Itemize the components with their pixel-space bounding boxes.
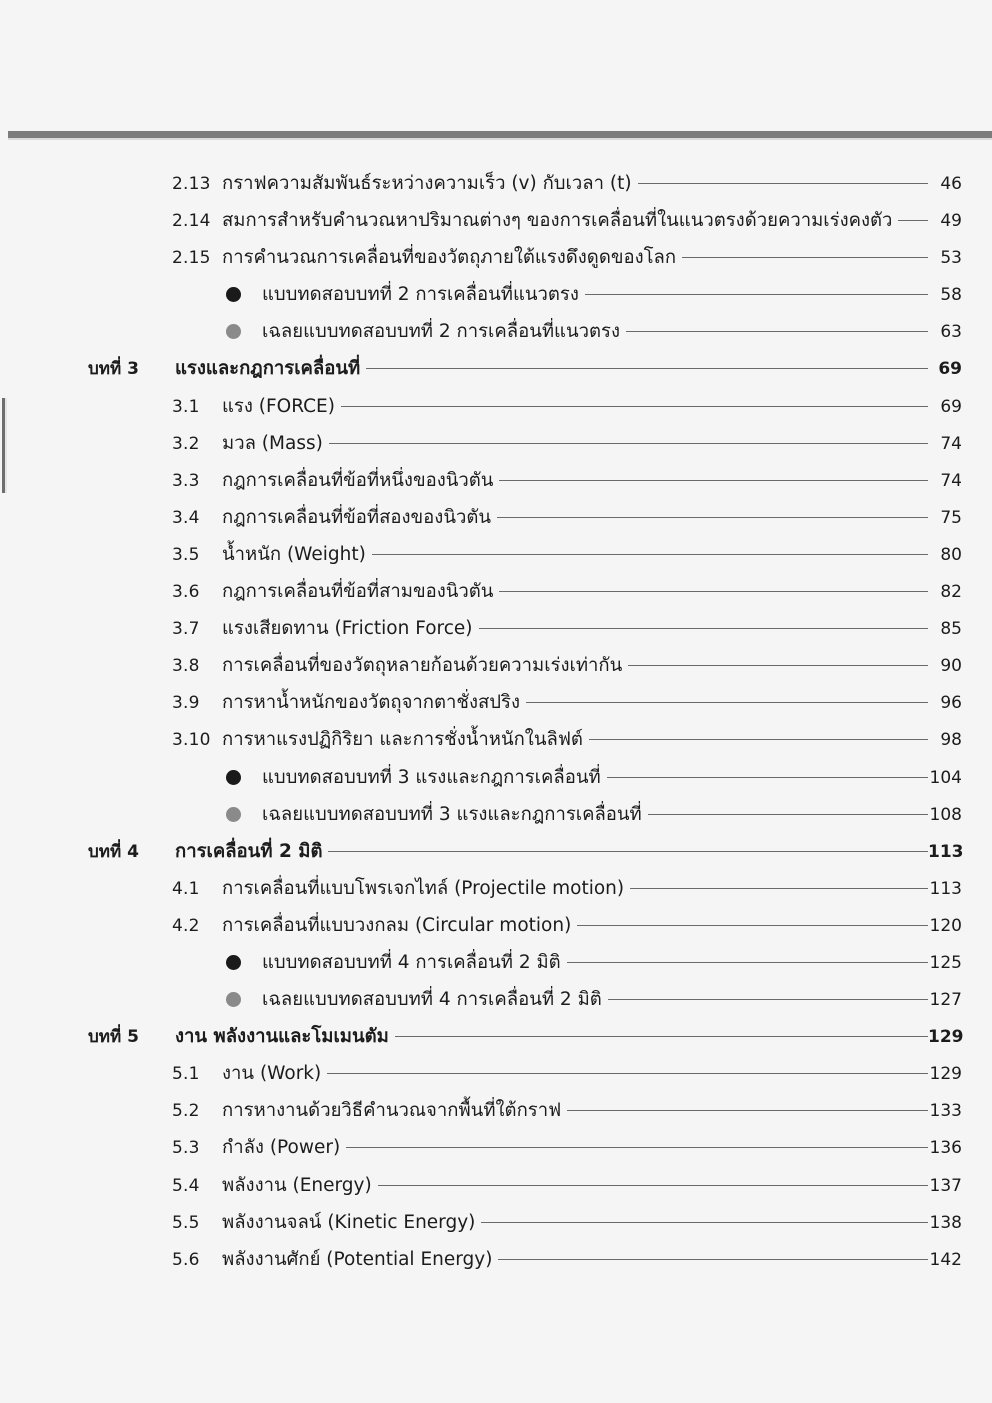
- toc-entry: [262, 951, 928, 974]
- toc-leader-line: [372, 554, 928, 555]
- toc-leader-line: [585, 294, 928, 295]
- section-number: 3.6: [172, 582, 200, 603]
- toc-leader-line: [898, 220, 928, 221]
- toc-leader-line: [577, 925, 928, 926]
- toc-entry: [222, 914, 928, 937]
- toc-leader-line: [567, 1110, 928, 1111]
- toc-row[interactable]: [0, 716, 992, 753]
- toc-entry: [222, 395, 928, 418]
- toc-entry-title: แบบทดสอบบทที่ 4 การเคลื่อนที่ 2 มิติ: [262, 951, 561, 973]
- toc-row[interactable]: [0, 494, 992, 531]
- toc-entry-title: แรง (FORCE): [222, 395, 335, 417]
- toc-entry-title: พลังงาน (Energy): [222, 1174, 372, 1196]
- bullet-filled-icon: [226, 287, 241, 302]
- toc-entry: [222, 172, 928, 195]
- section-number: 2.15: [172, 248, 211, 269]
- toc-row[interactable]: [0, 828, 992, 865]
- toc-leader-line: [328, 851, 928, 852]
- toc-entry-title: แบบทดสอบบทที่ 3 แรงและกฎการเคลื่อนที่: [262, 766, 601, 788]
- toc-leader-line: [607, 777, 928, 778]
- toc-entry: [222, 1174, 928, 1197]
- toc-entry-title: แบบทดสอบบทที่ 2 การเคลื่อนที่แนวตรง: [262, 284, 579, 306]
- toc-page-number: 108: [929, 804, 962, 825]
- toc-row[interactable]: [0, 1050, 992, 1087]
- toc-entry: [222, 1099, 928, 1122]
- toc-leader-line: [481, 1222, 928, 1223]
- bullet-gray-icon: [226, 992, 241, 1007]
- toc-entry: [222, 209, 928, 232]
- toc-row[interactable]: [0, 1013, 992, 1050]
- chapter-label: บทที่ 4: [88, 841, 139, 862]
- toc-entry-title: พลังงานจลน์ (Kinetic Energy): [222, 1211, 476, 1233]
- toc-leader-line: [608, 999, 928, 1000]
- section-number: 4.2: [172, 915, 200, 936]
- section-number: 3.1: [172, 396, 200, 417]
- toc-row[interactable]: [0, 1087, 992, 1124]
- toc-entry-title: การเคลื่อนที่แบบวงกลม (Circular motion): [222, 914, 572, 936]
- toc-page-number: 125: [929, 952, 962, 973]
- toc-entry-title: การเคลื่อนที่แบบโพรเจกไทล์ (Projectile motion): [222, 877, 625, 899]
- toc-entry: [175, 840, 928, 863]
- toc-leader-line: [682, 257, 928, 258]
- toc-row[interactable]: [0, 1199, 992, 1236]
- toc-entry: [222, 654, 928, 677]
- toc-leader-line: [499, 591, 928, 592]
- toc-leader-line: [346, 1147, 928, 1148]
- toc-page-number: 53: [940, 248, 962, 269]
- toc-page-number: 90: [940, 656, 962, 677]
- toc-row[interactable]: [0, 976, 992, 1013]
- section-number: 3.2: [172, 433, 200, 454]
- toc-page-number: 127: [929, 990, 962, 1011]
- toc-entry: [222, 469, 928, 492]
- toc-row[interactable]: [0, 754, 992, 791]
- toc-leader-line: [366, 368, 928, 369]
- toc-entry: [175, 1025, 928, 1048]
- toc-entry-title: แรงเสียดทาน (Friction Force): [222, 618, 473, 640]
- toc-page-number: 137: [929, 1175, 962, 1196]
- toc-leader-line: [526, 702, 928, 703]
- toc-row[interactable]: [0, 457, 992, 494]
- toc-page-number: 113: [929, 878, 962, 899]
- toc-entry-title: กฎการเคลื่อนที่ข้อที่สองของนิวตัน: [222, 506, 492, 528]
- toc-row[interactable]: [0, 939, 992, 976]
- toc-page-number: 85: [940, 619, 962, 640]
- toc-page-number: 120: [929, 915, 962, 936]
- toc-row[interactable]: [0, 1236, 992, 1273]
- toc-entry: [222, 1062, 928, 1085]
- toc-entry-title: กฎการเคลื่อนที่ข้อที่หนึ่งของนิวตัน: [222, 469, 494, 491]
- toc-leader-line: [378, 1185, 928, 1186]
- toc-entry: [222, 580, 928, 603]
- section-number: 5.6: [172, 1249, 200, 1270]
- toc-entry-title: งาน พลังงานและโมเมนตัม: [175, 1026, 389, 1048]
- toc-leader-line: [648, 814, 928, 815]
- toc-page-number: 75: [940, 507, 962, 528]
- toc-entry-title: การคำนวณการเคลื่อนที่ของวัตถุภายใต้แรงดึงดูดของโลก: [222, 247, 677, 269]
- toc-page-number: 129: [928, 1027, 964, 1048]
- toc-page-number: 63: [940, 322, 962, 343]
- toc-entry-title: เฉลยแบบทดสอบบทที่ 4 การเคลื่อนที่ 2 มิติ: [262, 989, 602, 1011]
- toc-entry-title: น้ำหนัก (Weight): [222, 543, 366, 565]
- section-number: 3.7: [172, 619, 200, 640]
- toc-entry: [175, 357, 928, 380]
- toc-entry: [222, 1248, 928, 1271]
- toc-row[interactable]: [0, 1124, 992, 1161]
- toc-page-number: 136: [929, 1138, 962, 1159]
- toc-row[interactable]: [0, 1162, 992, 1199]
- toc-leader-line: [638, 183, 928, 184]
- toc-entry: [262, 766, 928, 789]
- section-number: 5.3: [172, 1138, 200, 1159]
- toc-entry-title: การเคลื่อนที่ของวัตถุหลายก้อนด้วยความเร่งเท่ากัน: [222, 655, 623, 677]
- toc-page-number: 96: [940, 693, 962, 714]
- toc-page-number: 104: [929, 767, 962, 788]
- toc-row[interactable]: [0, 865, 992, 902]
- toc-row[interactable]: [0, 531, 992, 568]
- section-number: 5.2: [172, 1101, 200, 1122]
- toc-page-number: 69: [938, 359, 962, 380]
- toc-entry-title: กฎการเคลื่อนที่ข้อที่สามของนิวตัน: [222, 581, 494, 603]
- section-number: 3.8: [172, 656, 200, 677]
- section-number: 4.1: [172, 878, 200, 899]
- chapter-label: บทที่ 3: [88, 359, 139, 380]
- toc-entry-title: เฉลยแบบทดสอบบทที่ 2 การเคลื่อนที่แนวตรง: [262, 321, 620, 343]
- toc-entry: [262, 988, 928, 1011]
- section-number: 5.1: [172, 1064, 200, 1085]
- toc-page-number: 113: [928, 841, 964, 862]
- toc-entry-title: กำลัง (Power): [222, 1137, 341, 1159]
- toc-leader-line: [628, 665, 928, 666]
- section-number: 3.5: [172, 544, 200, 565]
- toc-entry-title: งาน (Work): [222, 1063, 322, 1085]
- bullet-gray-icon: [226, 807, 241, 822]
- toc-entry: [222, 432, 928, 455]
- toc-entry: [222, 728, 928, 751]
- toc-leader-line: [341, 406, 928, 407]
- toc-row[interactable]: [0, 605, 992, 642]
- toc-row[interactable]: [0, 271, 992, 308]
- toc-row[interactable]: [0, 234, 992, 271]
- toc-entry-title: การเคลื่อนที่ 2 มิติ: [175, 840, 323, 862]
- toc-row[interactable]: [0, 791, 992, 828]
- toc-page-number: 46: [940, 174, 962, 194]
- toc-entry: [222, 1211, 928, 1234]
- section-number: 3.9: [172, 693, 200, 714]
- toc-entry: [222, 691, 928, 714]
- toc-row[interactable]: [0, 679, 992, 716]
- toc-entry-title: การหาแรงปฏิกิริยา และการชั่งน้ำหนักในลิฟต์: [222, 729, 583, 751]
- toc-page-number: 142: [929, 1249, 962, 1270]
- toc-page-number: 129: [929, 1064, 962, 1085]
- page-header-rule-shadow: [8, 138, 992, 140]
- toc-page-number: 133: [929, 1101, 962, 1122]
- toc-entry: [222, 1136, 928, 1159]
- bullet-filled-icon: [226, 770, 241, 785]
- section-number: 2.13: [172, 174, 211, 194]
- toc-entry: [222, 506, 928, 529]
- toc-leader-line: [499, 480, 928, 481]
- toc-page-number: 74: [940, 470, 962, 491]
- toc-row[interactable]: [0, 308, 992, 345]
- toc-row[interactable]: [0, 160, 992, 197]
- toc-page-number: 74: [940, 433, 962, 454]
- section-number: 5.5: [172, 1212, 200, 1233]
- toc-leader-line: [498, 1259, 928, 1260]
- toc-entry-title: พลังงานศักย์ (Potential Energy): [222, 1248, 493, 1270]
- toc-entry-title: แรงและกฎการเคลื่อนที่: [175, 358, 361, 380]
- toc-entry: [222, 246, 928, 269]
- toc-entry-title: กราฟความสัมพันธ์ระหว่างความเร็ว (v) กับเวลา (t): [222, 173, 632, 194]
- toc-page-number: 98: [940, 730, 962, 751]
- toc-row[interactable]: [0, 642, 992, 679]
- bullet-filled-icon: [226, 955, 241, 970]
- toc-entry-title: มวล (Mass): [222, 432, 323, 454]
- toc-page-number: 82: [940, 582, 962, 603]
- toc-entry-title: การหาน้ำหนักของวัตถุจากตาชั่งสปริง: [222, 692, 521, 714]
- toc-leader-line: [329, 443, 928, 444]
- toc-row[interactable]: [0, 902, 992, 939]
- toc-leader-line: [589, 739, 928, 740]
- toc-row[interactable]: [0, 345, 992, 382]
- toc-entry: [262, 283, 928, 306]
- bullet-gray-icon: [226, 324, 241, 339]
- toc-row[interactable]: [0, 383, 992, 420]
- toc-entry: [262, 320, 928, 343]
- toc-leader-line: [626, 331, 928, 332]
- toc-row[interactable]: [0, 420, 992, 457]
- toc-leader-line: [395, 1036, 928, 1037]
- section-number: 3.3: [172, 470, 200, 491]
- section-number: 5.4: [172, 1175, 200, 1196]
- toc-page-number: 69: [940, 396, 962, 417]
- toc-leader-line: [567, 962, 928, 963]
- toc-page-number: 58: [940, 285, 962, 306]
- chapter-label: บทที่ 5: [88, 1027, 139, 1048]
- section-number: 2.14: [172, 211, 211, 232]
- toc-entry: [222, 877, 928, 900]
- page-header-rule: [8, 131, 992, 138]
- section-number: 3.4: [172, 507, 200, 528]
- toc-entry: [222, 617, 928, 640]
- toc-entry: [222, 543, 928, 566]
- table-of-contents-list: [0, 160, 992, 1273]
- toc-entry: [262, 803, 928, 826]
- toc-entry-title: การหางานด้วยวิธีคำนวณจากพื้นที่ใต้กราฟ: [222, 1100, 562, 1122]
- toc-leader-line: [479, 628, 929, 629]
- toc-entry-title: เฉลยแบบทดสอบบทที่ 3 แรงและกฎการเคลื่อนที่: [262, 803, 642, 825]
- toc-row[interactable]: [0, 197, 992, 234]
- toc-leader-line: [327, 1073, 928, 1074]
- section-number: 3.10: [172, 730, 211, 751]
- toc-page-number: 138: [929, 1212, 962, 1233]
- toc-entry-title: สมการสำหรับคำนวณหาปริมาณต่างๆ ของการเคลื่อนที่ในแนวตรงด้วยความเร่งคงตัว: [222, 210, 893, 232]
- toc-page-number: 80: [940, 544, 962, 565]
- toc-leader-line: [630, 888, 928, 889]
- toc-leader-line: [497, 517, 928, 518]
- toc-page-number: 49: [940, 211, 962, 232]
- toc-row[interactable]: [0, 568, 992, 605]
